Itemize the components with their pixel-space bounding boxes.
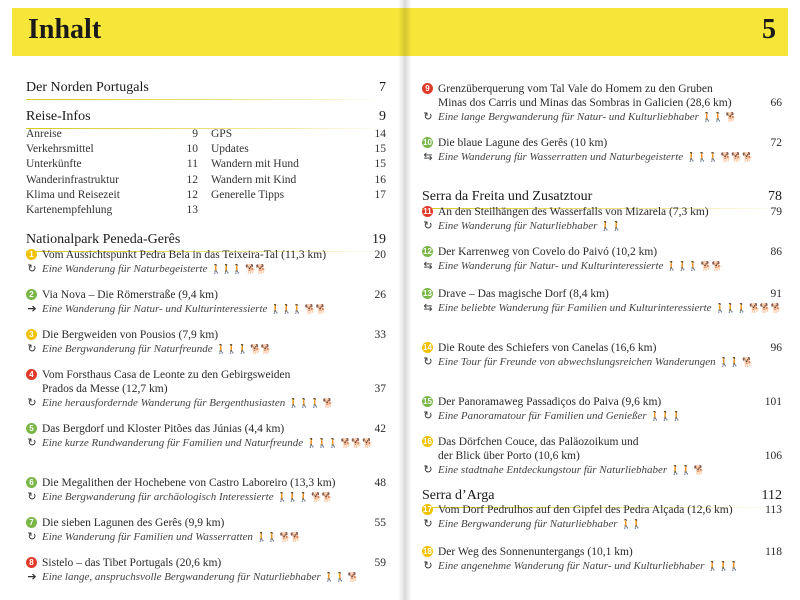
tour-number-badge: 12 xyxy=(423,247,432,256)
section-page: 9 xyxy=(379,109,386,124)
tour-description-text: Eine beliebte Wanderung für Familien und Kulturinteressierte xyxy=(438,302,712,314)
tour-page: 86 xyxy=(770,246,782,258)
reise-item-right[interactable]: Updates xyxy=(211,143,249,156)
tour-title: Die Route des Schiefers von Canelas (16,6 km) xyxy=(438,342,657,354)
tour-description-text: Eine Bergwanderung für Naturliebhaber xyxy=(438,518,618,530)
reise-item-right-page[interactable]: 15 xyxy=(374,143,386,156)
tour-number-badge: 1 xyxy=(26,249,37,260)
tour-page: 101 xyxy=(764,396,782,408)
reise-item-right-page[interactable]: 16 xyxy=(374,173,386,186)
reise-item-left[interactable]: Verkehrsmittel xyxy=(26,143,94,156)
tour-number-badge: 16 xyxy=(423,437,432,446)
tour-number-badge: 6 xyxy=(26,477,37,488)
tour-description xyxy=(42,396,386,411)
difficulty-icons: 🚶🚶🚶 xyxy=(649,412,682,422)
tour-number-badge: 17 xyxy=(423,505,432,514)
book-gutter xyxy=(398,0,412,600)
return-route-icon: ⇆ xyxy=(423,150,433,163)
section-title: Nationalpark Peneda-Gerês xyxy=(26,232,181,247)
tour-number-badge: 7 xyxy=(26,517,37,528)
section-title: Der Norden Portugals xyxy=(26,80,149,95)
reise-item-left-page[interactable]: 9 xyxy=(192,128,198,140)
difficulty-icons: 🚶🚶🚶 🐕🐕🐕 xyxy=(686,153,753,163)
tour-number-badge: 10 xyxy=(423,138,432,147)
left-column xyxy=(26,0,386,600)
difficulty-icons: 🚶🚶 🐕 xyxy=(718,358,754,368)
tour-page: 42 xyxy=(374,423,386,435)
tour-description-line xyxy=(422,355,782,369)
loop-route-icon: ↻ xyxy=(27,342,37,355)
tour-description-text: Eine lange Bergwanderung für Natur- und Kulturliebhaber xyxy=(438,111,699,123)
section-page: 19 xyxy=(372,232,386,247)
tour-page: 55 xyxy=(374,517,386,529)
tour-number-badge: 13 xyxy=(423,289,432,298)
tour-description-text: Eine kurze Rundwanderung für Familien und Naturfreunde xyxy=(42,437,304,449)
tour-description xyxy=(42,530,386,545)
reise-item-left-page[interactable]: 12 xyxy=(186,173,198,186)
reise-item-left-page[interactable]: 11 xyxy=(186,158,198,171)
loop-route-icon: ↻ xyxy=(27,396,37,409)
section-reise-infos[interactable] xyxy=(26,109,386,129)
reise-item-left[interactable]: Unterkünfte xyxy=(26,158,82,171)
tour-title: Das Dörfchen Couce, das Paläozoikum und der Blick über Porto (10,6 km) xyxy=(438,436,639,462)
difficulty-icons: 🚶🚶 xyxy=(600,222,622,232)
difficulty-icons: 🚶🚶🚶 🐕🐕 xyxy=(276,493,333,503)
reise-item-right-page[interactable]: 14 xyxy=(374,128,386,140)
loop-route-icon: ↻ xyxy=(423,355,433,368)
tour-title: Vom Forsthaus Casa de Leonte zu den Gebirgsweiden Prados da Messe (12,7 km) xyxy=(42,369,291,395)
tour-page: 96 xyxy=(770,342,782,354)
tour-description xyxy=(42,570,386,585)
reise-row xyxy=(26,173,386,188)
reise-item-left-page[interactable]: 10 xyxy=(186,143,198,156)
reise-item-left[interactable]: Wanderinfrastruktur xyxy=(26,173,119,186)
reise-row xyxy=(26,203,386,218)
tour-description-line xyxy=(422,259,782,273)
reise-row xyxy=(26,127,386,142)
one-way-route-icon: ➔ xyxy=(27,570,37,583)
tour-description xyxy=(438,259,782,274)
tour-number-badge: 9 xyxy=(422,83,433,94)
tour-number-badge: 14 xyxy=(423,343,432,352)
section-title: Reise-Infos xyxy=(26,109,91,124)
tour-title: Der Weg des Sonnenuntergangs (10,1 km) xyxy=(438,546,633,558)
tour-description-text: Eine Wanderung für Wasserratten und Naturbegeisterte xyxy=(438,151,684,163)
section-title: Serra da Freita und Zusatztour xyxy=(422,189,593,204)
tour-description-text: Eine Wanderung für Natur- und Kulturinteressierte xyxy=(438,260,664,272)
tour-description-line xyxy=(26,490,386,504)
return-route-icon: ⇆ xyxy=(423,259,433,272)
tour-page: 33 xyxy=(374,329,386,341)
difficulty-icons: 🚶🚶🚶 🐕🐕 xyxy=(210,265,267,275)
difficulty-icons: 🚶🚶 🐕 xyxy=(701,113,737,123)
tour-description xyxy=(438,463,782,478)
tour-description-text: Eine Wanderung für Naturbegeisterte xyxy=(42,263,208,275)
loop-route-icon: ↻ xyxy=(423,559,433,572)
return-route-icon: ⇆ xyxy=(423,301,433,314)
page-number: 5 xyxy=(762,14,776,45)
reise-row xyxy=(26,157,386,172)
tour-title: Vom Dorf Pedrulhos auf den Gipfel des Pedra Alçada (12,6 km) xyxy=(438,504,733,516)
loop-route-icon: ↻ xyxy=(423,409,433,422)
reise-row xyxy=(26,142,386,157)
section-norden[interactable] xyxy=(26,80,386,100)
tour-title: Grenzüberquerung vom Tal Vale do Homem zu den Gruben Minas dos Carris und Minas das Sombras in Galicien (28,6 km) xyxy=(438,83,732,109)
tour-description-text: Eine Tour für Freunde von abwechslungsreichen Wanderungen xyxy=(438,356,716,368)
tour-description-line xyxy=(26,396,386,410)
tour-title: Der Karrenweg von Covelo do Paivó (10,2 km) xyxy=(438,246,658,258)
tour-page: 118 xyxy=(765,546,782,558)
tour-number-badge: 3 xyxy=(26,329,37,340)
tour-description-text: Eine angenehme Wanderung für Natur- und Kulturliebhaber xyxy=(438,560,705,572)
tour-description-text: Eine Wanderung für Familien und Wasserratten xyxy=(42,531,253,543)
reise-item-right-page[interactable]: 15 xyxy=(374,158,386,171)
difficulty-icons: 🚶🚶 🐕🐕 xyxy=(255,533,302,543)
difficulty-icons: 🚶🚶🚶 🐕🐕🐕 xyxy=(306,439,373,449)
tour-description xyxy=(438,110,782,125)
tour-description xyxy=(438,301,782,316)
reise-item-left[interactable]: Anreise xyxy=(26,128,62,140)
loop-route-icon: ↻ xyxy=(27,436,37,449)
tour-title: Die Bergweiden von Pousios (7,9 km) xyxy=(42,329,219,341)
tour-description-text: Eine Wanderung für Natur- und Kulturinteressierte xyxy=(42,303,268,315)
section-page: 112 xyxy=(761,488,782,503)
tour-description-line xyxy=(422,409,782,423)
tour-page: 26 xyxy=(374,289,386,301)
tour-title: An den Steilhängen des Wasserfalls von Mizarela (7,3 km) xyxy=(438,206,709,218)
tour-description-line xyxy=(26,302,386,316)
tour-page: 72 xyxy=(770,137,782,149)
difficulty-icons: 🚶🚶🚶 🐕🐕 xyxy=(215,345,272,355)
difficulty-icons: 🚶🚶 🐕 xyxy=(670,466,705,476)
tour-description-line xyxy=(26,262,386,276)
tour-description-line xyxy=(26,436,386,450)
reise-infos-list xyxy=(26,127,386,218)
tour-description-line xyxy=(422,301,782,315)
loop-route-icon: ↻ xyxy=(423,219,433,232)
tour-page: 113 xyxy=(765,504,782,516)
reise-item-right[interactable]: Wandern mit Kind xyxy=(211,173,297,186)
tour-title: Vom Aussichtspunkt Pedra Bela in das Teixeira-Tal (11,3 km) xyxy=(42,249,327,261)
tour-description-line xyxy=(422,219,782,233)
difficulty-icons: 🚶🚶🚶 🐕🐕 xyxy=(270,305,327,315)
right-column xyxy=(422,0,782,600)
tour-description xyxy=(438,150,782,165)
tour-number-badge: 8 xyxy=(26,557,37,568)
tour-description-line xyxy=(26,342,386,356)
tour-number-badge: 5 xyxy=(26,423,37,434)
tour-title: Die Megalithen der Hochebene von Castro Laboreiro (13,3 km) xyxy=(42,477,336,489)
one-way-route-icon: ➔ xyxy=(27,302,37,315)
tour-description xyxy=(42,262,386,277)
tour-description xyxy=(438,219,782,234)
tour-title: Der Panoramaweg Passadiços do Paiva (9,6 km) xyxy=(438,396,662,408)
loop-route-icon: ↻ xyxy=(423,517,433,530)
tour-description-text: Eine stadtnahe Entdeckungstour für Naturliebhaber xyxy=(438,464,668,476)
difficulty-icons: 🚶🚶 🐕 xyxy=(323,573,359,583)
reise-item-left[interactable]: Kartenempfehlung xyxy=(26,203,113,216)
difficulty-icons: 🚶🚶🚶 🐕🐕🐕 xyxy=(714,304,782,314)
tour-description xyxy=(42,436,386,451)
tour-description-line xyxy=(422,559,782,573)
tour-number-badge: 15 xyxy=(423,397,432,406)
difficulty-icons: 🚶🚶🚶 xyxy=(707,562,740,572)
tour-description-line xyxy=(422,110,782,124)
section-page: 78 xyxy=(768,189,782,204)
tour-description xyxy=(438,517,782,532)
tour-number-badge: 18 xyxy=(423,547,432,556)
tour-page: 106 xyxy=(764,450,782,462)
tour-description-line xyxy=(26,530,386,544)
tour-title: Drave – Das magische Dorf (8,4 km) xyxy=(438,288,609,300)
tour-title: Sistelo – das Tibet Portugals (20,6 km) xyxy=(42,557,222,569)
loop-route-icon: ↻ xyxy=(423,463,433,476)
tour-description xyxy=(42,490,386,505)
reise-item-right[interactable]: GPS xyxy=(211,128,233,140)
tour-page: 20 xyxy=(374,249,386,261)
section-page: 7 xyxy=(379,80,386,95)
tour-number-badge: 4 xyxy=(26,369,37,380)
tour-page: 66 xyxy=(770,97,782,109)
tour-page: 59 xyxy=(374,557,386,569)
reise-item-right[interactable]: Wandern mit Hund xyxy=(211,158,299,171)
tour-title: Die sieben Lagunen des Gerês (9,9 km) xyxy=(42,517,225,529)
loop-route-icon: ↻ xyxy=(27,490,37,503)
tour-number-badge: 11 xyxy=(423,207,432,216)
tour-description xyxy=(438,355,782,370)
reise-item-left-page[interactable]: 12 xyxy=(186,188,198,201)
tour-description-text: Eine Bergwanderung für archäologisch Interessierte xyxy=(42,491,274,503)
tour-title: Die blaue Lagune des Gerês (10 km) xyxy=(438,137,608,149)
tour-description-text: Eine lange, anspruchsvolle Bergwanderung für Naturliebhaber xyxy=(42,571,321,583)
tour-description-line xyxy=(422,150,782,164)
tour-description-text: Eine herausfordernde Wanderung für Bergenthusiasten xyxy=(42,397,286,409)
tour-number-badge: 2 xyxy=(26,289,37,300)
reise-item-right-page[interactable]: 17 xyxy=(374,188,386,201)
tour-description-text: Eine Bergwanderung für Naturfreunde xyxy=(42,343,213,355)
tour-title: Das Bergdorf und Kloster Pitões das Júnias (4,4 km) xyxy=(42,423,285,435)
tour-description-text: Eine Wanderung für Naturliebhaber xyxy=(438,220,598,232)
page-title: Inhalt xyxy=(28,14,102,45)
tour-description-line xyxy=(26,570,386,584)
tour-description xyxy=(42,302,386,317)
tour-page: 48 xyxy=(374,477,386,489)
difficulty-icons: 🚶🚶🚶 🐕 xyxy=(288,399,334,409)
reise-row xyxy=(26,188,386,203)
tour-description xyxy=(438,559,782,574)
tour-page: 91 xyxy=(770,288,782,300)
tour-description xyxy=(42,342,386,357)
tour-page: 79 xyxy=(770,206,782,218)
difficulty-icons: 🚶🚶🚶 🐕🐕 xyxy=(666,262,723,272)
tour-description-line xyxy=(422,463,782,477)
loop-route-icon: ↻ xyxy=(423,110,433,123)
reise-item-right[interactable]: Generelle Tipps xyxy=(211,188,285,201)
reise-item-left[interactable]: Klima und Reisezeit xyxy=(26,188,120,201)
difficulty-icons: 🚶🚶 xyxy=(620,520,642,530)
tour-page: 37 xyxy=(374,383,386,395)
tour-title: Via Nova – Die Römerstraße (9,4 km) xyxy=(42,289,218,301)
loop-route-icon: ↻ xyxy=(27,262,37,275)
tour-description-line xyxy=(422,517,782,531)
tour-description-text: Eine Panoramatour für Familien und Genießer xyxy=(438,410,647,422)
section-underline xyxy=(26,99,386,100)
reise-item-left-page[interactable]: 13 xyxy=(186,203,198,216)
loop-route-icon: ↻ xyxy=(27,530,37,543)
tour-description xyxy=(438,409,782,424)
section-title: Serra d’Arga xyxy=(422,488,495,503)
